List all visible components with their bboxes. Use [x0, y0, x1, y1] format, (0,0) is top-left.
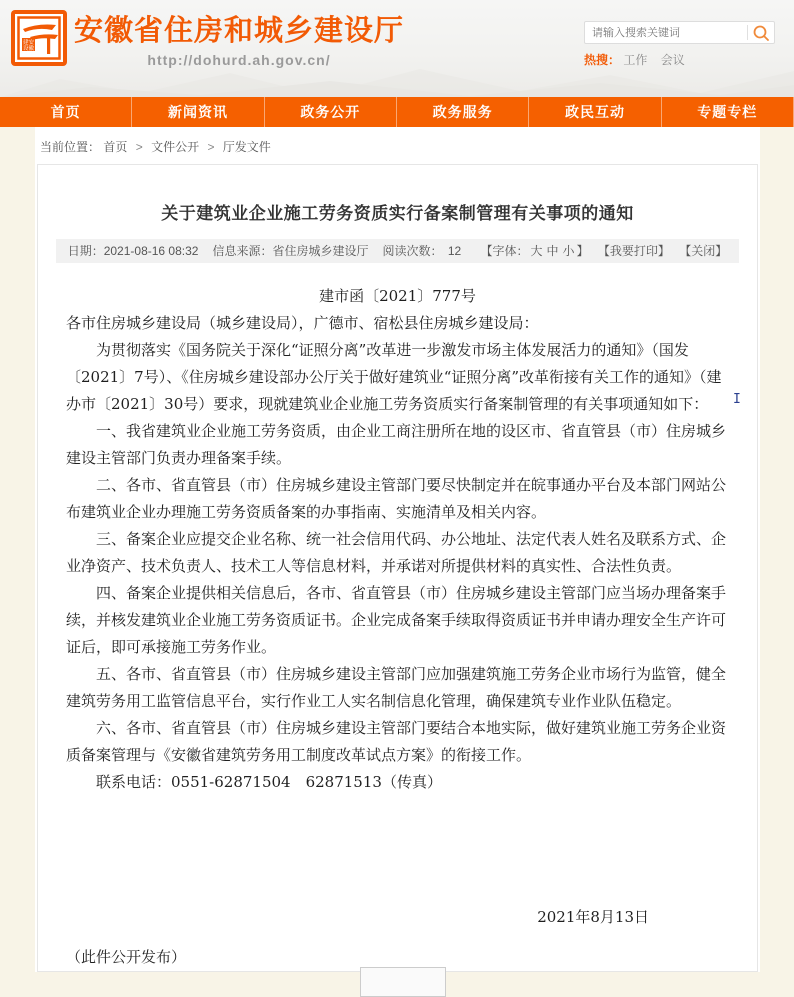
document-body: [56, 283, 739, 971]
site-title: 安徽省住房和城乡建设厅: [74, 15, 405, 47]
breadcrumb: [37, 127, 758, 164]
meta-views-label: 阅读次数：: [382, 244, 443, 258]
breadcrumb-separator: >: [135, 140, 143, 154]
content-column: [35, 127, 760, 972]
search-icon: [752, 24, 770, 42]
doc-number: 建市函〔2021〕777号: [319, 287, 476, 305]
doc-salutation: 各市住房城乡建设局（城乡建设局），广德市、宿松县住房城乡建设局：: [66, 314, 539, 332]
nav-item-news[interactable]: 新闻资讯: [131, 97, 263, 127]
document-meta-bar: [56, 239, 739, 263]
breadcrumb-dept-documents[interactable]: 厅发文件: [222, 140, 271, 154]
share-button-partial[interactable]: [360, 967, 446, 997]
doc-sign-date: 2021年8月13日: [537, 908, 649, 926]
main-nav: [0, 97, 794, 127]
brand-block: [74, 14, 404, 68]
meta-font-close: 】: [576, 244, 589, 258]
doc-paragraph: 四、备案企业提供相关信息后，各市、省直管县（市）住房城乡建设主管部门应当场办理备案手续，并核发建筑业企业施工劳务资质证书。企业完成备案手续取得资质证书并申请办理安全生产许可证后，即可承接施工劳务作业。: [66, 584, 727, 656]
document-title: 关于建筑业企业施工劳务资质实行备案制管理有关事项的通知: [161, 204, 634, 223]
font-size-small-button[interactable]: 小: [562, 244, 575, 258]
meta-source-value: 省住房城乡建设厅: [272, 244, 369, 258]
text-cursor-artifact: I: [733, 392, 741, 407]
doc-footnote: （此件公开发布）: [66, 948, 187, 966]
search-box: [584, 21, 775, 44]
svg-text:建安: 建安: [22, 40, 35, 46]
meta-date-value: 2021-08-16 08:32: [103, 244, 199, 258]
meta-source-label: 信息来源：: [212, 244, 273, 258]
breadcrumb-home[interactable]: 首页: [103, 140, 128, 154]
site-logo[interactable]: [11, 10, 67, 66]
doc-paragraph: 二、各市、省直管县（市）住房城乡建设主管部门要尽快制定并在皖事通办平台及本部门网站公布建筑业企业办理施工劳务资质备案的办事指南、实施清单及相关内容。: [66, 476, 727, 521]
nav-item-gov-disclosure[interactable]: 政务公开: [264, 97, 396, 127]
doc-paragraph: 为贯彻落实《国务院关于深化“证照分离”改革进一步激发市场主体发展活力的通知》（国发〔2021〕7号）、《住房城乡建设部办公厅关于做好建筑业“证照分离”改革衔接有关工作的通知》（建办市〔2021〕30号）要求，现就建筑业企业施工劳务资质实行备案制管理的有关事项通知如下：: [66, 341, 722, 413]
hot-keyword-meeting[interactable]: 会议: [660, 53, 685, 67]
font-size-large-button[interactable]: 大: [530, 244, 543, 258]
search-input[interactable]: [592, 27, 743, 39]
breadcrumb-separator: >: [207, 140, 215, 154]
hot-search-label: 热搜：: [584, 53, 621, 67]
doc-contact-line: 联系电话：0551-62871504 62871513（传真）: [96, 773, 442, 791]
document-card: [37, 164, 758, 972]
close-button[interactable]: 【关闭】: [679, 244, 728, 258]
site-header: [0, 0, 794, 97]
hot-keyword-work[interactable]: 工作: [623, 53, 648, 67]
nav-item-home[interactable]: 首页: [50, 104, 81, 120]
nav-item-gov-services[interactable]: 政务服务: [396, 97, 528, 127]
doc-paragraph: 一、我省建筑业企业施工劳务资质，由企业工商注册所在地的设区市、省直管县（市）住房城乡建设主管部门负责办理备案手续。: [66, 422, 727, 467]
archway-logo-icon: [11, 10, 67, 66]
doc-paragraph: 六、各市、省直管县（市）住房城乡建设主管部门要结合本地实际，做好建筑业施工劳务企业资质备案管理与《安徽省建筑劳务用工制度改革试点方案》的衔接工作。: [66, 719, 727, 764]
print-button[interactable]: 【我要打印】: [597, 244, 670, 258]
breadcrumb-label: 当前位置：: [40, 140, 101, 154]
search-button[interactable]: [752, 24, 770, 42]
nav-item-interaction[interactable]: 政民互动: [528, 97, 660, 127]
nav-item-special-columns[interactable]: 专题专栏: [661, 97, 793, 127]
site-url: http://dohurd.ah.gov.cn/: [147, 52, 331, 68]
search-area: [584, 21, 775, 68]
meta-date-label: 日期：: [67, 244, 104, 258]
hot-search-row: [584, 51, 775, 68]
font-size-medium-button[interactable]: 中: [546, 244, 559, 258]
doc-paragraph: 五、各市、省直管县（市）住房城乡建设主管部门应加强建筑施工劳务企业市场行为监管，健全建筑劳务用工监管信息平台，实行作业工人实名制信息化管理，确保建筑专业作业队伍稳定。: [66, 665, 727, 710]
meta-font-open: 【字体：: [480, 244, 529, 258]
breadcrumb-file-disclosure[interactable]: 文件公开: [151, 140, 200, 154]
meta-views-value: 12: [447, 244, 462, 258]
doc-paragraph: 三、备案企业应提交企业名称、统一社会信用代码、办公地址、法定代表人姓名及联系方式、企业净资产、技术负责人、技术工人等信息材料，并承诺对所提供材料的真实性、合法性负责。: [66, 530, 727, 575]
svg-text:设徽: 设徽: [22, 46, 35, 52]
search-divider: [747, 25, 748, 40]
